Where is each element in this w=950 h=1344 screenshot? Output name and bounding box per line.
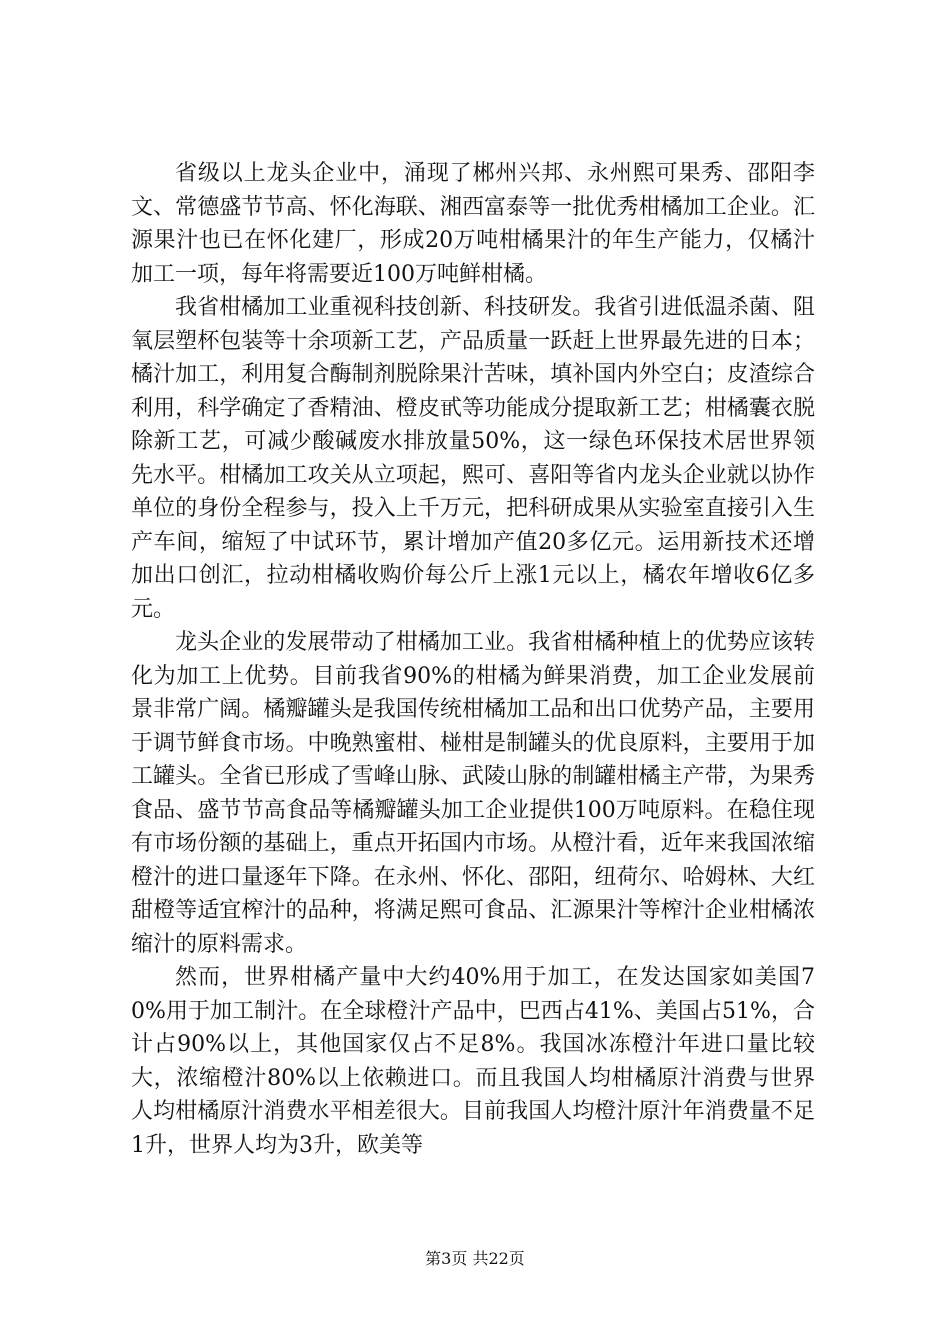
paragraph: 我省柑橘加工业重视科技创新、科技研发。我省引进低温杀菌、阻氧层塑杯包装等十余项新工艺，产品质量一跃赶上世界最先进的日本；橘汁加工，利用复合酶制剂脱除果汁苦味，填补国内外空白；皮渣综合利用，科学确定了香精油、橙皮甙等功能成分提取新工艺；柑橘囊衣脱除新工艺，可减少酸碱废水排放量50%，这一绿色环保技术居世界领先水平。柑橘加工攻关从立项起，熙可、喜阳等省内龙头企业就以协作单位的身份全程参与，投入上千万元，把科研成果从实验室直接引入生产车间，缩短了中试环节，累计增加产值20多亿元。运用新技术还增加出口创汇，拉动柑橘收购价每公斤上涨1元以上，橘农年增收6亿多元。 bbox=[131, 295, 815, 622]
paragraph: 龙头企业的发展带动了柑橘加工业。我省柑橘种植上的优势应该转化为加工上优势。目前我省90%的柑橘为鲜果消费，加工企业发展前景非常广阔。橘瓣罐头是我国传统柑橘加工品和出口优势产品，主要用于调节鲜食市场。中晚熟蜜柑、椪柑是制罐头的优良原料，主要用于加工罐头。全省已形成了雪峰山脉、武陵山脉的制罐柑橘主产带，为果秀食品、盛节节高食品等橘瓣罐头加工企业提供100万吨原料。在稳住现有市场份额的基础上，重点开拓国内市场。从橙汁看，近年来我国浓缩橙汁的进口量逐年下降。在永州、怀化、邵阳，纽荷尔、哈姆林、大红甜橙等适宜榨汁的品种，将满足熙可食品、汇源果汁等榨汁企业柑橘浓缩汁的原料需求。 bbox=[131, 630, 815, 957]
paragraph: 省级以上龙头企业中，涌现了郴州兴邦、永州熙可果秀、邵阳李文、常德盛节节高、怀化海联、湘西富泰等一批优秀柑橘加工企业。汇源果汁也已在怀化建厂，形成20万吨柑橘果汁的年生产能力，仅橘汁加工一项，每年将需要近100万吨鲜柑橘。 bbox=[131, 161, 815, 287]
paragraph: 然而，世界柑橘产量中大约40%用于加工，在发达国家如美国70%用于加工制汁。在全球橙汁产品中，巴西占41%、美国占51%，合计占90%以上，其他国家仅占不足8%。我国冰冻橙汁年进口量比较大，浓缩橙汁80%以上依赖进口。而且我国人均柑橘原汁消费与世界人均柑橘原汁消费水平相差很大。目前我国人均橙汁原汁年消费量不足1升，世界人均为3升，欧美等 bbox=[131, 965, 815, 1158]
document-body bbox=[131, 157, 815, 1162]
page-footer: 第3页 共22页 bbox=[425, 1249, 525, 1268]
